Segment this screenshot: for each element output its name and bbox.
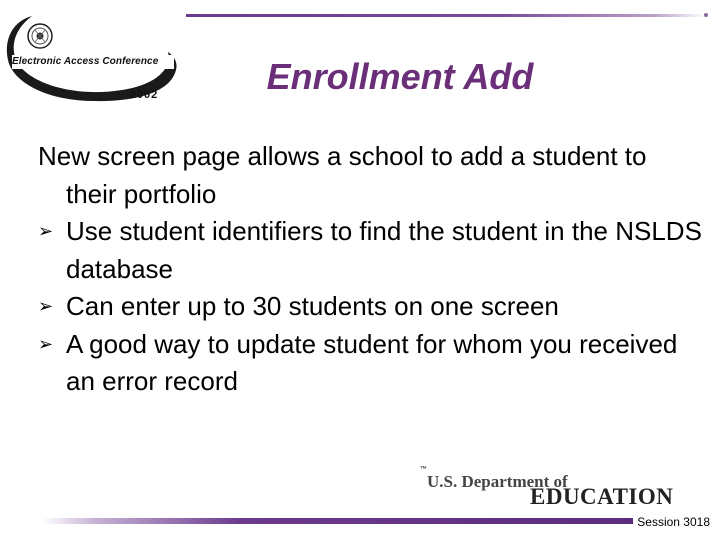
arrowhead-bullet-icon: ➢: [38, 221, 54, 241]
bullet-item: [38, 213, 703, 288]
bullet-item: [38, 326, 703, 401]
conference-year: 2002: [129, 89, 159, 101]
bullet-text: Use student identifiers to find the student in the NSLDS database: [66, 216, 702, 284]
trademark-mark: ™: [420, 466, 427, 473]
conference-logo: [2, 8, 182, 108]
slide-title: Enrollment Add: [266, 56, 534, 97]
bullet-item: [38, 288, 703, 326]
bullet-text: A good way to update student for whom you received an error record: [66, 328, 678, 396]
arrowhead-bullet-icon: ➢: [38, 333, 54, 354]
department-line: U.S. Department of: [427, 472, 568, 491]
session-label: Session 3018: [633, 514, 710, 530]
bullet-text: Can enter up to 30 students on one screen: [66, 291, 559, 321]
department-name: EDUCATION: [530, 484, 674, 509]
arrowhead-bullet-icon: ➢: [38, 296, 54, 316]
top-rule: [186, 14, 706, 17]
department-of-education-logo: [420, 466, 700, 514]
conference-name: Electronic Access Conference: [12, 55, 174, 69]
slide-body: [38, 138, 703, 401]
bottom-rule: [42, 518, 708, 524]
intro-paragraph: New screen page allows a school to add a student to their portfolio: [38, 141, 647, 209]
top-rule-dot: [704, 13, 708, 17]
